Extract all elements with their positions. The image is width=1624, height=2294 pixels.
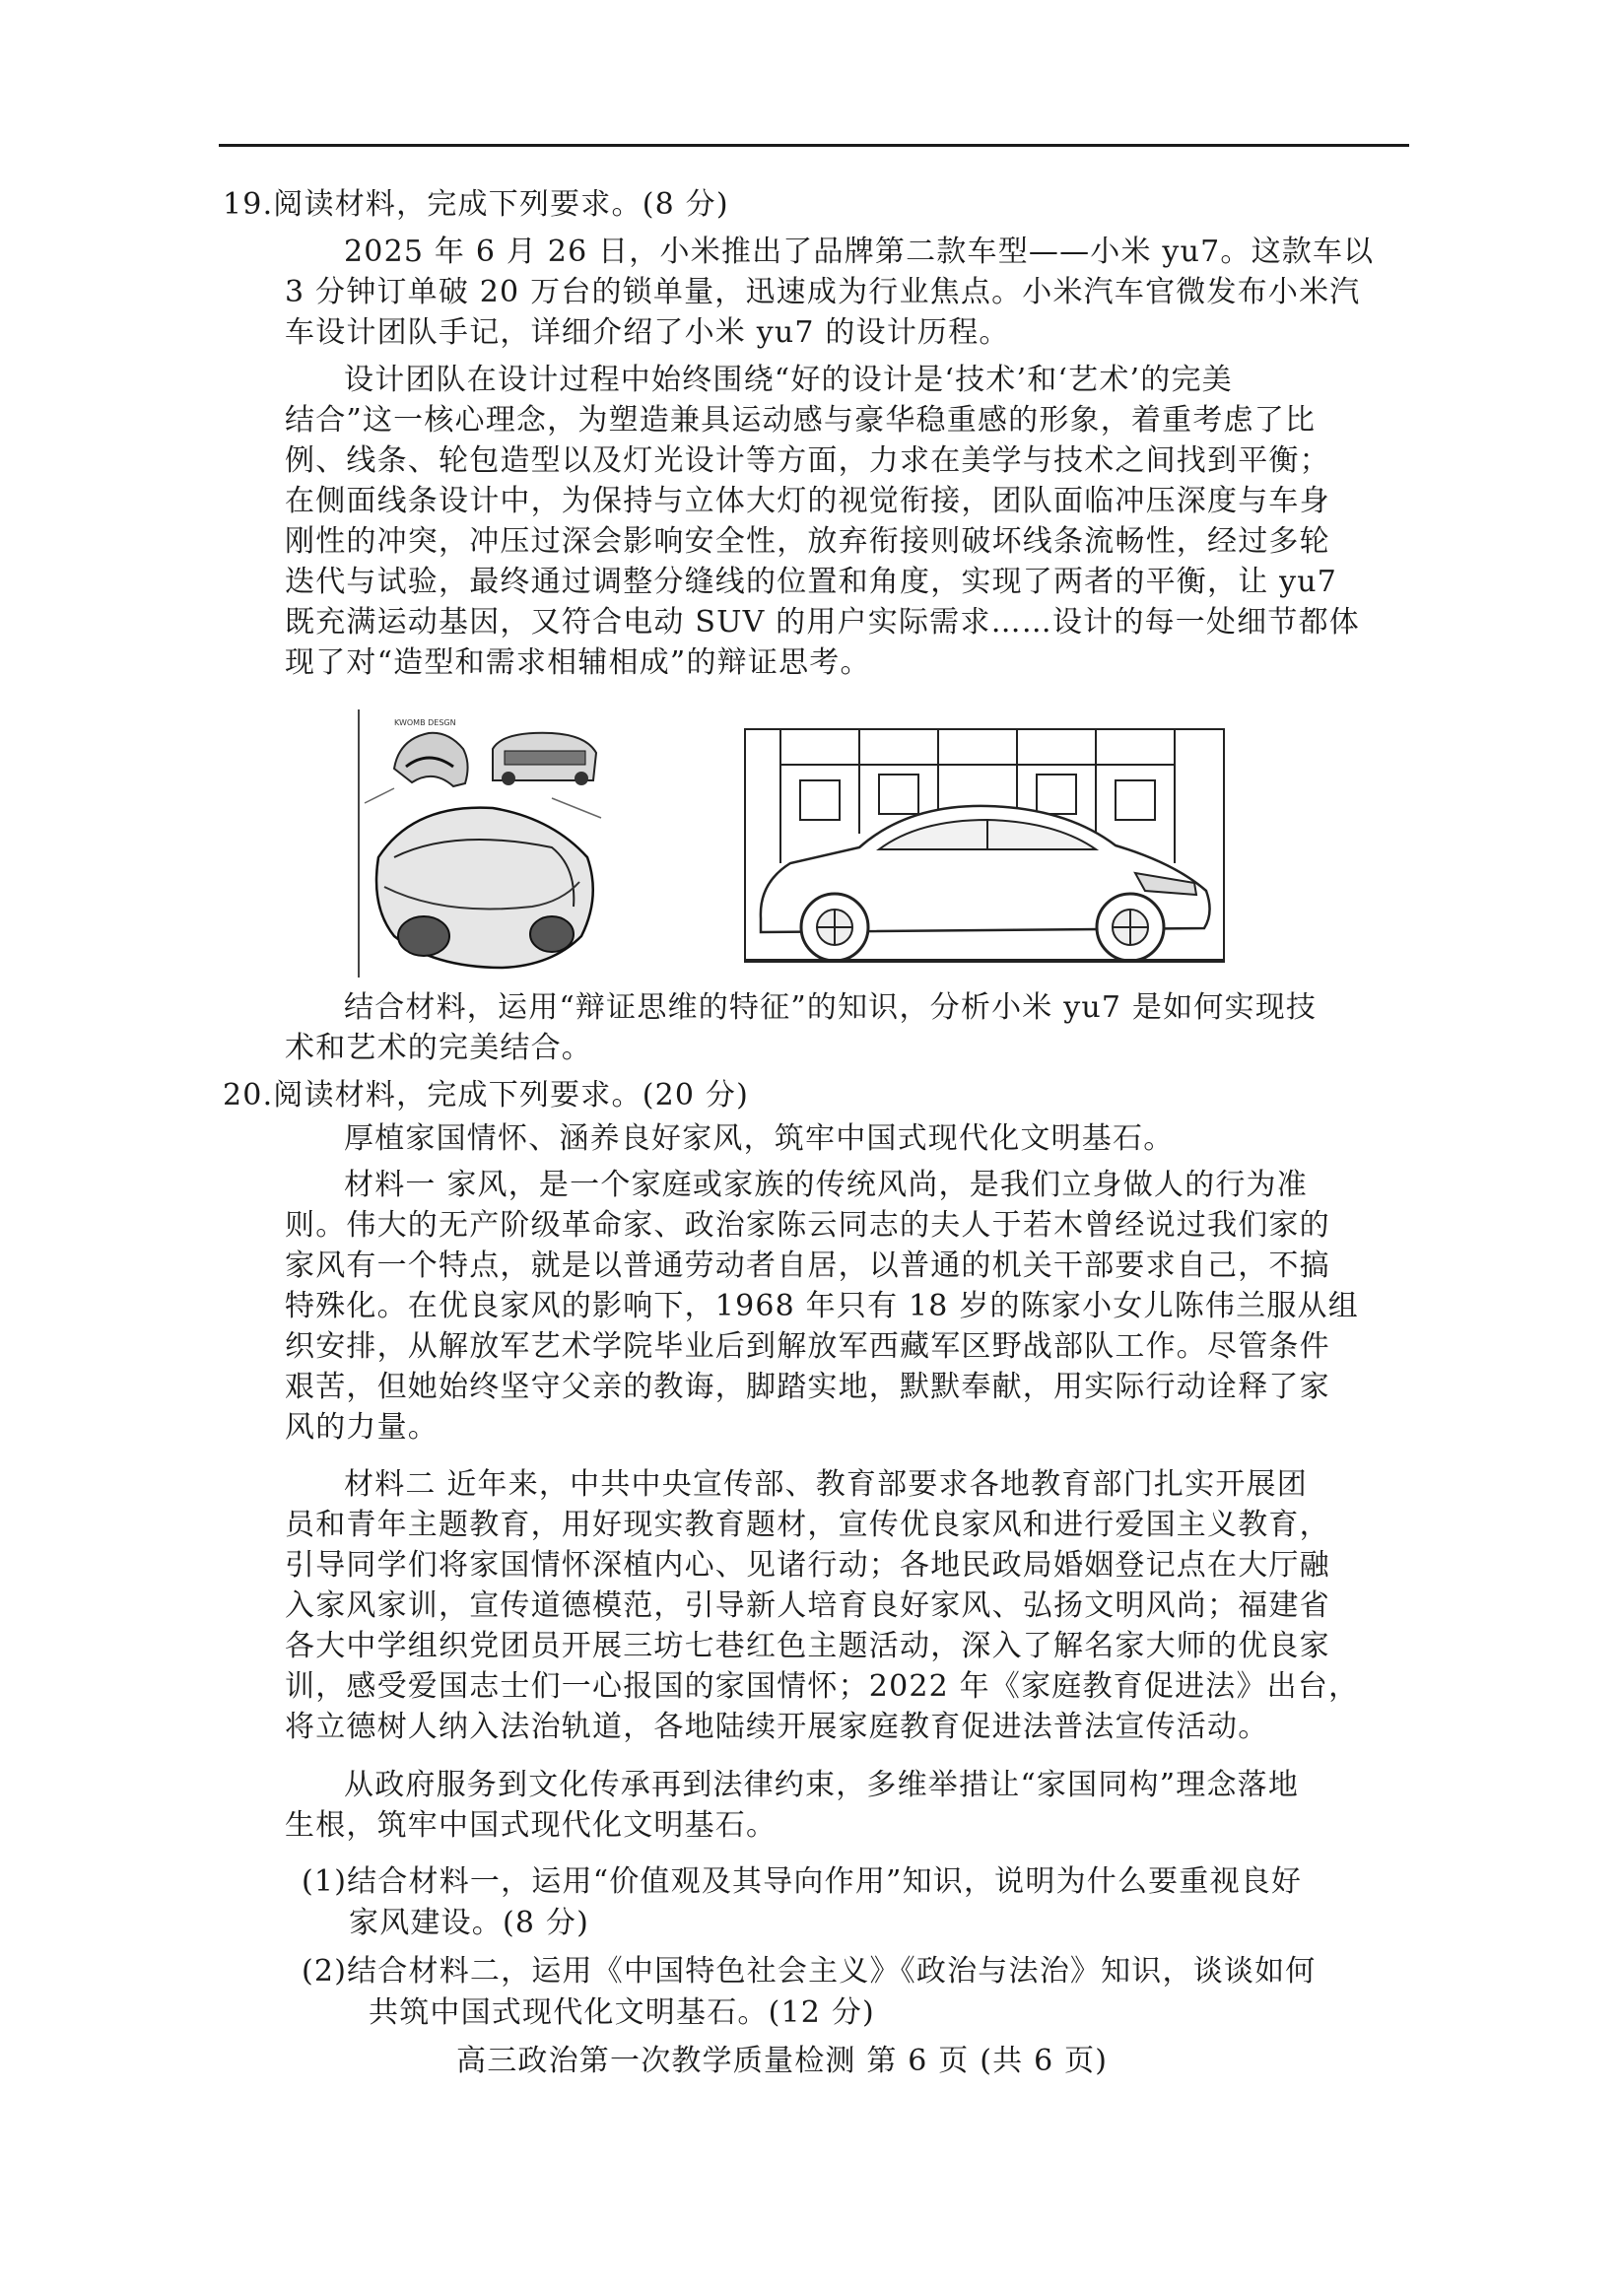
q19-p2-line8: 现了对“造型和需求相辅相成”的辩证思考。 <box>285 645 871 680</box>
q20-m1-line1: 材料一 家风，是一个家庭或家族的传统风尚，是我们立身做人的行为准 <box>344 1168 1308 1202</box>
q20-m1-line3: 家风有一个特点，就是以普通劳动者自居，以普通的机关干部要求自己，不搞 <box>285 1248 1330 1283</box>
q20-intro: 厚植家国情怀、涵养良好家风，筑牢中国式现代化文明基石。 <box>344 1121 1175 1156</box>
q20-m1-line5: 织安排，从解放军艺术学院毕业后到解放军西藏军区野战部队工作。尽管条件 <box>285 1329 1330 1364</box>
car-line-drawing-image <box>741 725 1228 966</box>
q19-p2-line3: 例、线条、轮包造型以及灯光设计等方面，力求在美学与技术之间找到平衡； <box>285 443 1330 478</box>
q20-m1-line4: 特殊化。在优良家风的影响下，1968 年只有 18 岁的陈家小女儿陈伟兰服从组 <box>285 1289 1359 1323</box>
q19-p2-line6: 迭代与试验，最终通过调整分缝线的位置和角度，实现了两者的平衡，让 yu7 <box>285 565 1338 599</box>
q20-closing-line1: 从政府服务到文化传承再到法律约束，多维举措让“家国同构”理念落地 <box>344 1768 1300 1802</box>
q19-question-line1: 结合材料，运用“辩证思维的特征”的知识，分析小米 yu7 是如何实现技 <box>344 990 1318 1025</box>
sketch-caption: KWOMB DESGN <box>394 718 456 727</box>
q20-sub2-line2: 共筑中国式现代化文明基石。(12 分) <box>369 1995 875 2030</box>
top-rule <box>219 144 1409 147</box>
q20-m1-line2: 则。伟大的无产阶级革命家、政治家陈云同志的夫人于若木曾经说过我们家的 <box>285 1208 1330 1243</box>
q20-header: 20.阅读材料，完成下列要求。(20 分) <box>223 1078 750 1113</box>
q19-question-line2: 术和艺术的完美结合。 <box>285 1031 592 1065</box>
q20-m2-line4: 入家风家训，宣传道德模范，引导新人培育良好家风、弘扬文明风尚；福建省 <box>285 1588 1330 1623</box>
q20-sub1-line2: 家风建设。(8 分) <box>349 1906 590 1940</box>
q19-p1-line1: 2025 年 6 月 26 日，小米推出了品牌第二款车型——小米 yu7。这款车以 <box>344 235 1375 269</box>
q20-sub2-line1: (2)结合材料二，运用《中国特色社会主义》《政治与法治》知识，谈谈如何 <box>302 1954 1317 1989</box>
q20-closing-line2: 生根，筑牢中国式现代化文明基石。 <box>285 1808 778 1843</box>
q20-m2-line6: 训，感受爱国志士们一心报国的家国情怀；2022 年《家庭教育促进法》出台， <box>285 1669 1360 1704</box>
q19-p2-line4: 在侧面线条设计中，为保持与立体大灯的视觉衔接，团队面临冲压深度与车身 <box>285 484 1330 518</box>
q19-p2-line1: 设计团队在设计过程中始终围绕“好的设计是‘技术’和‘艺术’的完美 <box>344 363 1233 397</box>
q19-header: 19.阅读材料，完成下列要求。(8 分) <box>223 187 729 222</box>
q20-m2-line2: 员和青年主题教育，用好现实教育题材，宣传优良家风和进行爱国主义教育， <box>285 1508 1330 1542</box>
q19-p1-line3: 车设计团队手记，详细介绍了小米 yu7 的设计历程。 <box>285 315 1010 350</box>
q20-sub1-line1: (1)结合材料一，运用“价值观及其导向作用”知识，说明为什么要重视良好 <box>302 1864 1303 1899</box>
q20-m2-line1: 材料二 近年来，中共中央宣传部、教育部要求各地教育部门扎实开展团 <box>344 1467 1308 1502</box>
q19-p2-line7: 既充满运动基因，又符合电动 SUV 的用户实际需求……设计的每一处细节都体 <box>285 605 1360 640</box>
q20-m1-line7: 风的力量。 <box>285 1410 439 1445</box>
q19-p1-line2: 3 分钟订单破 20 万台的锁单量，迅速成为行业焦点。小米汽车官微发布小米汽 <box>285 275 1361 309</box>
q20-m2-line3: 引导同学们将家国情怀深植内心、见诸行动；各地民政局婚姻登记点在大厅融 <box>285 1548 1330 1583</box>
q20-m2-line7: 将立德树人纳入法治轨道，各地陆续开展家庭教育促进法普法宣传活动。 <box>285 1710 1269 1744</box>
q19-p2-line5: 刚性的冲突，冲压过深会影响安全性，放弃衔接则破坏线条流畅性，经过多轮 <box>285 524 1330 559</box>
car-design-sketch-image <box>355 709 609 978</box>
q20-m2-line5: 各大中学组织党团员开展三坊七巷红色主题活动，深入了解名家大师的优良家 <box>285 1629 1330 1663</box>
page-footer: 高三政治第一次教学质量检测 第 6 页 (共 6 页) <box>456 2044 1109 2078</box>
q19-p2-line2: 结合”这一核心理念，为塑造兼具运动感与豪华稳重感的形象，着重考虑了比 <box>285 403 1317 438</box>
q20-m1-line6: 艰苦，但她始终坚守父亲的教诲，脚踏实地，默默奉献，用实际行动诠释了家 <box>285 1370 1330 1404</box>
